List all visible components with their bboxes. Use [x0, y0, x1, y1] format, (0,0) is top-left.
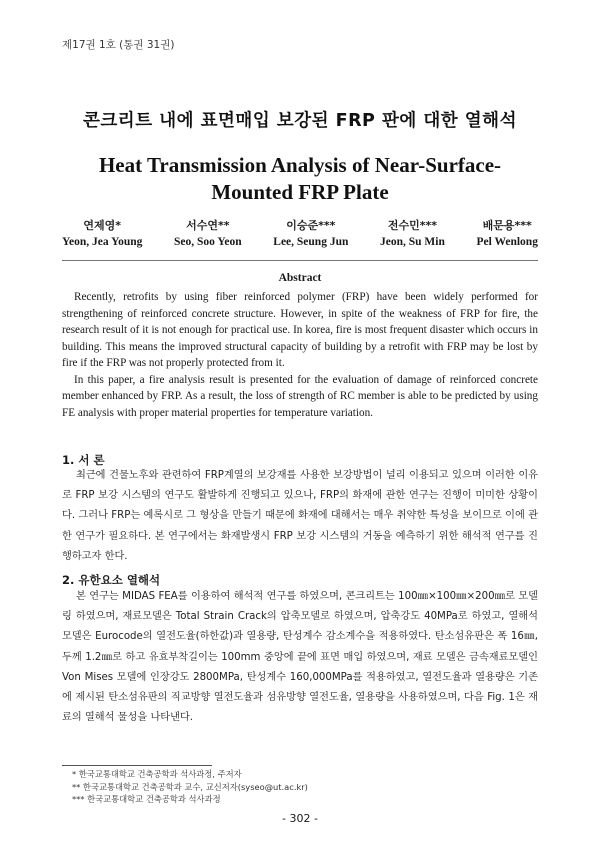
author-name-en: Seo, Soo Yeon: [174, 236, 242, 248]
author-name-ko: 전수민***: [387, 219, 437, 232]
section-body-introduction: [62, 466, 538, 567]
author-name-ko: 이승준***: [286, 219, 336, 232]
author: [62, 218, 142, 251]
author-name-ko: 서수연**: [186, 219, 230, 232]
section-body-fea: [62, 587, 538, 728]
footnote: * 한국교통대학교 건축공학과 석사과정, 주저자: [72, 769, 242, 779]
page-number: - 302 -: [282, 812, 318, 825]
abstract-paragraph: In this paper, a fire analysis result is presented for the evaluation of damage of reinforced concrete member enhanced by FRP. As a result, the loss of strength of RC member is able to be predicted by using FE analysis with proper material properties for temperature variation.: [62, 373, 538, 419]
author-name-en: Pel Wenlong: [476, 236, 538, 248]
footnote: *** 한국교통대학교 건축공학과 석사과정: [72, 794, 221, 804]
author: [477, 218, 538, 251]
author-name-ko: 배문용***: [482, 219, 532, 232]
abstract-paragraph: Recently, retrofits by using fiber reinforced polymer (FRP) have been widely performed for strengthening of reinforced concrete structure. However, in spite of the weakness of FRP for fire, the research result of it is not enough for practical use. In korea, fire is most frequent disaster which occurs in building. This means the improved structural capacity of building by a retrofit with FRP may be lost by fire if the FRP was not properly protected from it.: [62, 291, 538, 369]
body-paragraph: 최근에 건물노후와 관련하여 FRP계열의 보강재를 사용한 보강방법이 널리 이용되고 있으며 이러한 이유로 FRP 보강 시스템의 연구도 활발하게 진행되고 있으나, FRP의 화재에 관한 연구는 진행이 미미한 상황이다. 그러나 FRP는 예록시로 그 형상을 만들기 때문에 화재에 대해서는 매우 취약한 특성을 보이므로 이에 관한 연구가 필요하다. 본 연구에서는 화재발생시 FRP 보강 시스템의 거동을 예측하기 위한 해석적 연구를 진행하고자 한다.: [62, 470, 538, 562]
author-list: [62, 218, 538, 251]
author-name-en: Jeon, Su Min: [380, 236, 445, 248]
body-paragraph: 본 연구는 MIDAS FEA를 이용하여 해석적 연구를 하였으며, 콘크리트는 100㎜×100㎜×200㎜로 모델링 하였으며, 재료모델은 Total Strain Crack의 압축모델로 하였으며, 압축강도 40MPa로 하였고, 열해석 모델은 Eurocode의 열전도율(하한값)과 열용량, 탄성계수 감소계수을 적용하였다. 탄소섬유판은 폭 16㎜, 두께 1.2㎜로 하고 유효부착길이는 100mm 중앙에 끝에 표면 매입 하였으며, 재료 모델은 금속재료모델인 Von Mises 모델에 인장강도 2800MPa, 탄성계수 160,000MPa를 적용하였고, 열전도율과 열용량은 기존에 제시된 탄소섬유판의 직교방향 열전도율과 섬유방향 열전도율, 열용량을 사용하였으며, 다음 Fig. 1은 재료의 열해석 물성을 나타낸다.: [62, 591, 538, 724]
author: [273, 218, 348, 251]
author: [380, 218, 445, 251]
author: [174, 218, 242, 251]
running-head: 제17권 1호 (통권 31권): [62, 39, 175, 51]
header-divider: [62, 260, 538, 261]
title-english: Heat Transmission Analysis of Near-Surface-Mounted FRP Plate: [98, 153, 502, 204]
abstract-body: [62, 289, 538, 421]
footnote: ** 한국교통대학교 건축공학과 교수, 교신저자(syseo@ut.ac.kr): [72, 781, 308, 792]
section-heading-fea: 2. 유한요소 열해석: [62, 573, 161, 587]
footnote-divider: [62, 765, 212, 766]
footnotes: [72, 768, 308, 806]
title-korean: 콘크리트 내에 표면매입 보강된 FRP 판에 대한 열해석: [82, 111, 517, 131]
abstract-heading: Abstract: [278, 272, 322, 284]
author-name-en: Yeon, Jea Young: [62, 236, 143, 248]
section-heading-introduction: 1. 서 론: [62, 453, 105, 467]
author-name-ko: 연제영*: [83, 219, 122, 232]
author-name-en: Lee, Seung Jun: [273, 236, 349, 248]
